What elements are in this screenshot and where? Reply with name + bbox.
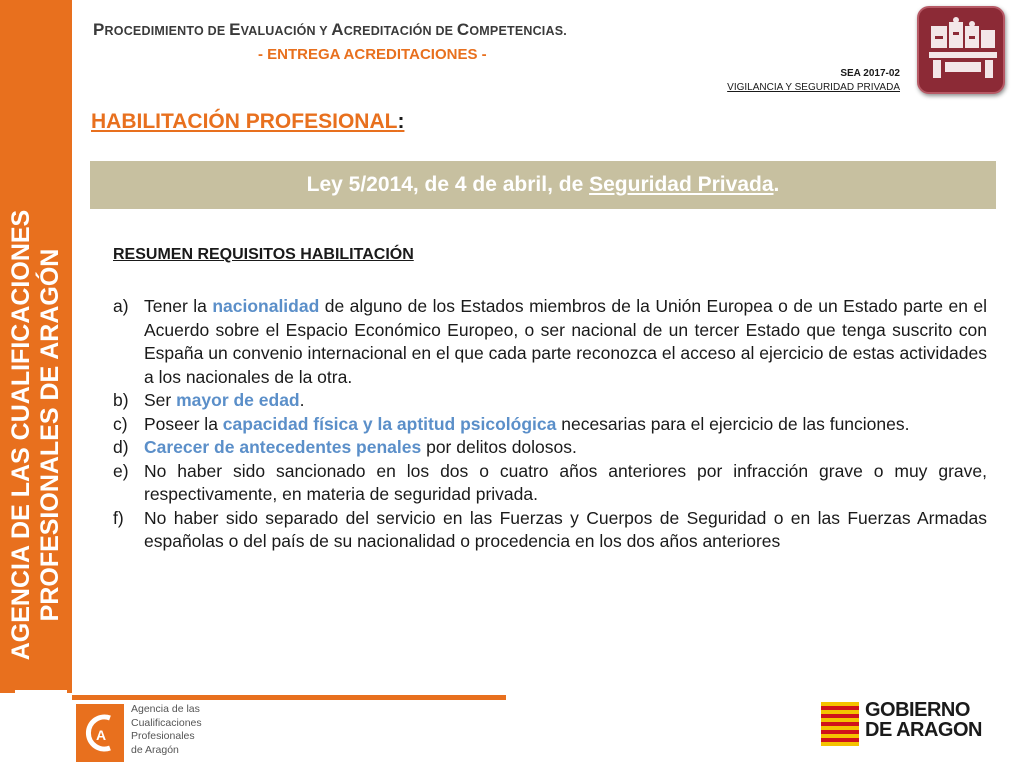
svg-text:A: A (96, 727, 107, 743)
agency-line-2: Cualificaciones (131, 716, 202, 729)
section-title-text: HABILITACIÓN PROFESIONAL (91, 110, 398, 133)
requirement-text: de alguno de los Estados miembros de la Unión Europea o de un Estado parte en el Acuerdo sobre el Espacio Económico Europeo, o ser nacional de un tercer Estado que tenga suscrito con España un convenio internacional en el que cada parte reconozca el acceso al ejercicio de estas actividades a los nacionales de la otra. (144, 296, 987, 387)
requirement-marker: f) (113, 507, 124, 528)
law-banner-prefix: Ley 5/2014, de 4 de abril, de (306, 173, 590, 196)
section-title-colon: : (397, 110, 405, 133)
requirement-text: Ser (144, 390, 177, 410)
aragon-flag-icon (821, 702, 859, 746)
requirement-marker: a) (113, 296, 129, 316)
requirement-item (113, 389, 987, 413)
title-initial: E (229, 20, 241, 39)
sidebar-divider (15, 690, 67, 695)
requirements-list (113, 295, 987, 554)
agency-line-1: Agencia de las (131, 703, 200, 715)
requirement-highlight: capacidad física y la aptitud psicológica (222, 413, 557, 434)
qualification-name: VIGILANCIA Y SEGURIDAD PRIVADA (727, 82, 900, 93)
title-rest: OMPETENCIAS. (469, 24, 567, 38)
qualification-code: SEA 2017-02 (840, 68, 900, 79)
title-rest: ROCEDIMIENTO DE (104, 24, 230, 38)
requirement-marker: b) (113, 390, 129, 410)
government-logo (821, 700, 1001, 748)
agency-line-4: de Aragón (131, 743, 179, 756)
title-rest: CREDITACIÓN DE (343, 24, 457, 38)
title-initial: C (456, 20, 470, 39)
requirement-text: No haber sido sancionado en los dos o cuatro años anteriores por infracción grave o muy grave, respectivamente, en materia de seguridad privada. (144, 460, 987, 504)
agency-logo-text (131, 703, 231, 757)
requirements-heading: RESUMEN REQUISITOS HABILITACIÓN (113, 246, 414, 263)
requirement-item (113, 507, 987, 554)
requirement-item (113, 436, 987, 460)
government-logo-text (865, 700, 1005, 740)
requirement-item (113, 295, 987, 389)
requirement-highlight: mayor de edad (176, 390, 300, 410)
title-initial: A (331, 20, 344, 39)
section-title (91, 110, 404, 134)
sidebar-line-1: AGENCIA DE LAS CUALIFICACIONES (7, 209, 35, 661)
requirement-highlight: nacionalidad (212, 296, 320, 316)
requirement-text: No haber sido separado del servicio en las Fuerzas y Cuerpos de Seguridad o en las Fuerzas Armadas españolas o del país de su nacionalidad o procedencia en los dos años anteriores (144, 507, 987, 551)
title-initial: P (93, 20, 105, 39)
certification-badge-icon (917, 6, 1005, 94)
procedure-title (93, 20, 693, 40)
gov-line-1: GOBIERNO (865, 699, 970, 721)
gov-line-2: DE ARAGON (865, 719, 982, 741)
agency-logo (76, 702, 216, 764)
agency-line-3: Profesionales (131, 730, 195, 742)
requirement-item (113, 413, 987, 437)
sidebar-agency-name (0, 0, 72, 693)
footer-rule (72, 695, 506, 700)
requirement-marker: d) (113, 437, 129, 457)
sidebar-line-2: PROFESIONALES DE ARAGÓN (36, 248, 64, 622)
title-rest: VALUACIÓN Y (240, 24, 332, 38)
law-banner-suffix: . (773, 173, 780, 196)
requirement-text: necesarias para el ejercicio de las funciones. (556, 413, 910, 434)
requirement-marker: c) (113, 413, 128, 434)
requirement-text: Poseer la (144, 413, 223, 434)
requirement-highlight: Carecer de antecedentes penales (144, 437, 422, 457)
law-banner (90, 161, 996, 209)
requirement-text: Tener la (144, 296, 213, 316)
requirement-text: . (299, 390, 305, 410)
requirement-text: por delitos dolosos. (421, 437, 577, 457)
law-banner-link[interactable]: Seguridad Privada (589, 173, 774, 196)
procedure-subtitle: - ENTREGA ACREDITACIONES - (258, 46, 487, 63)
acp-logo-icon (76, 704, 124, 762)
requirement-marker: e) (113, 460, 129, 481)
requirement-item (113, 460, 987, 507)
